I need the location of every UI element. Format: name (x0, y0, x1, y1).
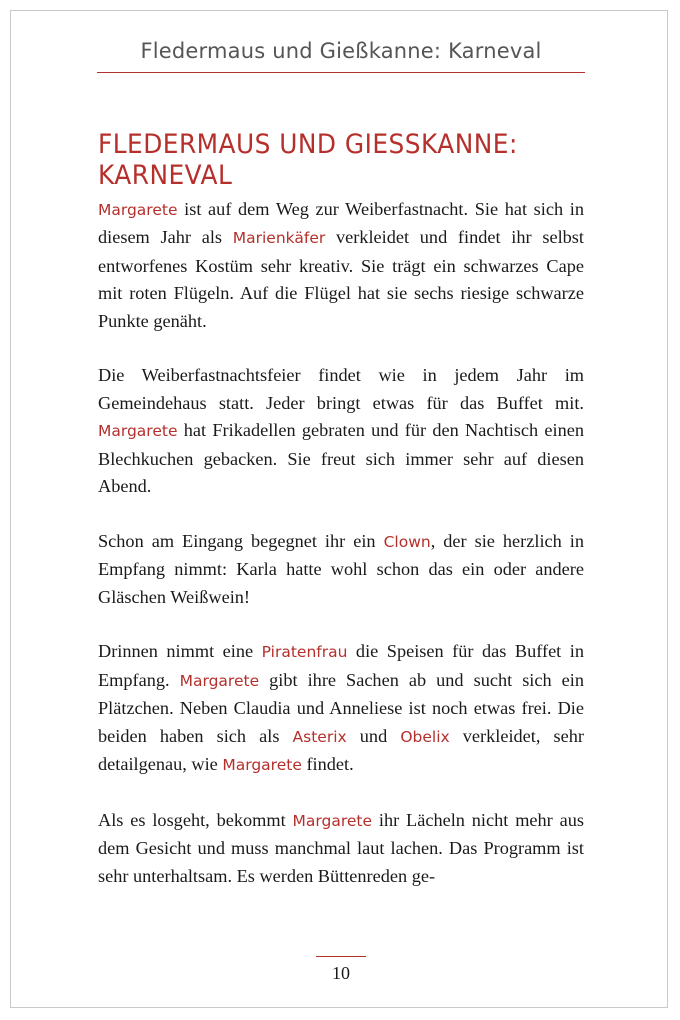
page-number: 10 (332, 963, 350, 983)
paragraph-1 (98, 196, 584, 335)
paragraph-text: Die Weiberfastnachtsfeier findet wie in jedem Jahr im Gemeindehaus statt. Jeder bringt etwas für das Buffet mit. (98, 365, 584, 413)
paragraph-text: die Speisen für das Buffet in Empfang. (98, 641, 584, 690)
paragraph-text: verkleidet und findet ihr selbst entworfenes Kostüm sehr kreativ. Sie trägt ein schwarzes Cape mit roten Flügeln. Auf die Flügel hat sie sechs riesige schwarze Punkte genäht. (98, 227, 584, 331)
paragraph-text: gibt ihre Sachen ab und sucht sich ein Plätzchen. Neben Claudia und Anneliese ist noch etwas frei. Die beiden haben sich als (98, 669, 584, 746)
body-text (98, 196, 584, 917)
name-highlight: Clown (383, 532, 431, 551)
footer-divider (316, 956, 366, 957)
paragraph-text: verkleidet, sehr detailgenau, wie (98, 725, 584, 775)
paragraph-5 (98, 807, 584, 890)
chapter-title: FLEDERMAUS UND GIESSKANNE: KARNEVAL (98, 129, 518, 191)
name-highlight: Margarete (179, 671, 260, 690)
name-highlight: Obelix (400, 727, 450, 746)
paragraph-text: Schon am Eingang begegnet ihr ein (98, 530, 384, 551)
paragraph-text: Drinnen nimmt eine (98, 641, 262, 662)
name-highlight: Margarete (98, 422, 178, 441)
paragraph-2 (98, 362, 584, 500)
paragraph-text: ist auf dem Weg zur Weiberfastnacht. Sie hat sich in diesem Jahr als (98, 199, 584, 248)
name-highlight: Margarete (98, 201, 178, 219)
paragraph-3 (98, 528, 584, 611)
book-page (10, 10, 668, 1008)
paragraph-text: hat Frikadellen gebraten und für den Nachtisch einen Blechkuchen gebacken. Sie freut sich immer sehr auf diesen Abend. (98, 420, 584, 497)
paragraph-4 (98, 638, 584, 779)
name-highlight: Marienkäfer (232, 229, 326, 248)
name-highlight: Margarete (292, 811, 373, 830)
paragraph-text: findet. (301, 754, 354, 775)
paragraph-text: ihr Lächeln nicht mehr aus dem Gesicht und muss manchmal laut lachen. Das Programm ist sehr unterhaltsam. Es werden Büttenreden ge- (98, 809, 584, 886)
name-highlight: Piratenfrau (261, 643, 348, 662)
paragraph-text: Als es losgeht, bekommt (98, 809, 293, 830)
paragraph-text: , der sie herzlich in Empfang nimmt: Karla hatte wohl schon das ein oder andere Gläschen Weißwein! (98, 530, 585, 607)
header-divider (97, 72, 585, 73)
name-highlight: Asterix (292, 727, 347, 746)
running-header: Fledermaus und Gießkanne: Karneval (140, 39, 542, 63)
name-highlight: Margarete (222, 756, 302, 775)
paragraph-text: und (346, 725, 401, 746)
